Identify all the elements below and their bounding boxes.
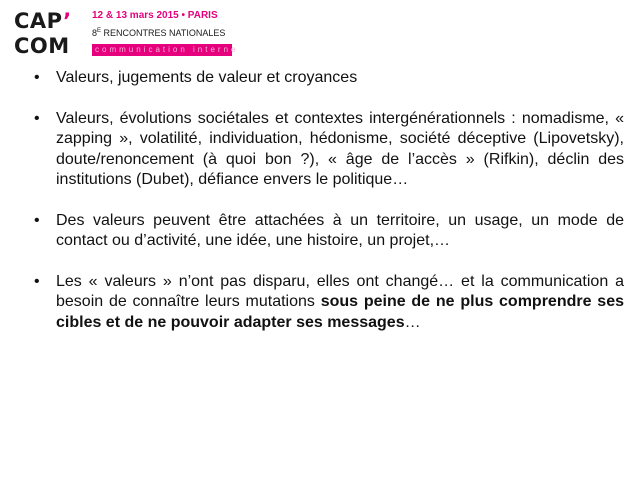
bullet-emphasis: sous peine de ne plus comprendre ses cibles et de ne pouvoir adapter ses messages bbox=[56, 293, 624, 331]
bullet-text: Valeurs, jugements de valeur et croyances bbox=[56, 69, 358, 86]
event-date: 12 & 13 mars 2015 • PARIS bbox=[92, 10, 218, 21]
bullet-item-4 bbox=[34, 272, 624, 334]
bullet-item-3 bbox=[34, 211, 624, 252]
bullet-dot: • bbox=[34, 211, 40, 229]
bullet-text: Les « valeurs » n’ont pas disparu, elles ont changé… et la communication a besoin de connaître leurs mutations sous peine de ne plus comprendre ses cibles et de ne pouvoir adapter ses messages… bbox=[56, 272, 624, 331]
bullet-text: Valeurs, évolutions sociétales et contextes intergénérationnels : nomadisme, « zapping », volatilité, individuation, hédonisme, société déceptive (Lipovetsky), doute/renoncement (à quoi bon ?), « âge de l’accès » (Rifkin), déclin des institutions (Dubet), défiance envers le politique… bbox=[56, 109, 624, 188]
bullet-dot: • bbox=[34, 272, 40, 290]
bullet-text: Des valeurs peuvent être attachées à un territoire, un usage, un mode de contact ou d’activité, une idée, une histoire, un projet,… bbox=[56, 211, 624, 249]
bullet-dot: • bbox=[34, 69, 40, 86]
logo-bottom-line: COM bbox=[14, 34, 70, 58]
bullet-dot: • bbox=[34, 109, 40, 127]
tagline-bar bbox=[92, 44, 239, 56]
tagline-text: communication interne bbox=[95, 45, 239, 54]
bullet-list bbox=[34, 68, 624, 353]
logo-top-line: CAP’ bbox=[14, 9, 72, 33]
bullet-item-1 bbox=[34, 68, 624, 89]
capcom-logo bbox=[14, 8, 86, 60]
event-title: $8^E$ RENCONTRES NATIONALES bbox=[92, 28, 226, 38]
bullet-item-2 bbox=[34, 109, 624, 191]
